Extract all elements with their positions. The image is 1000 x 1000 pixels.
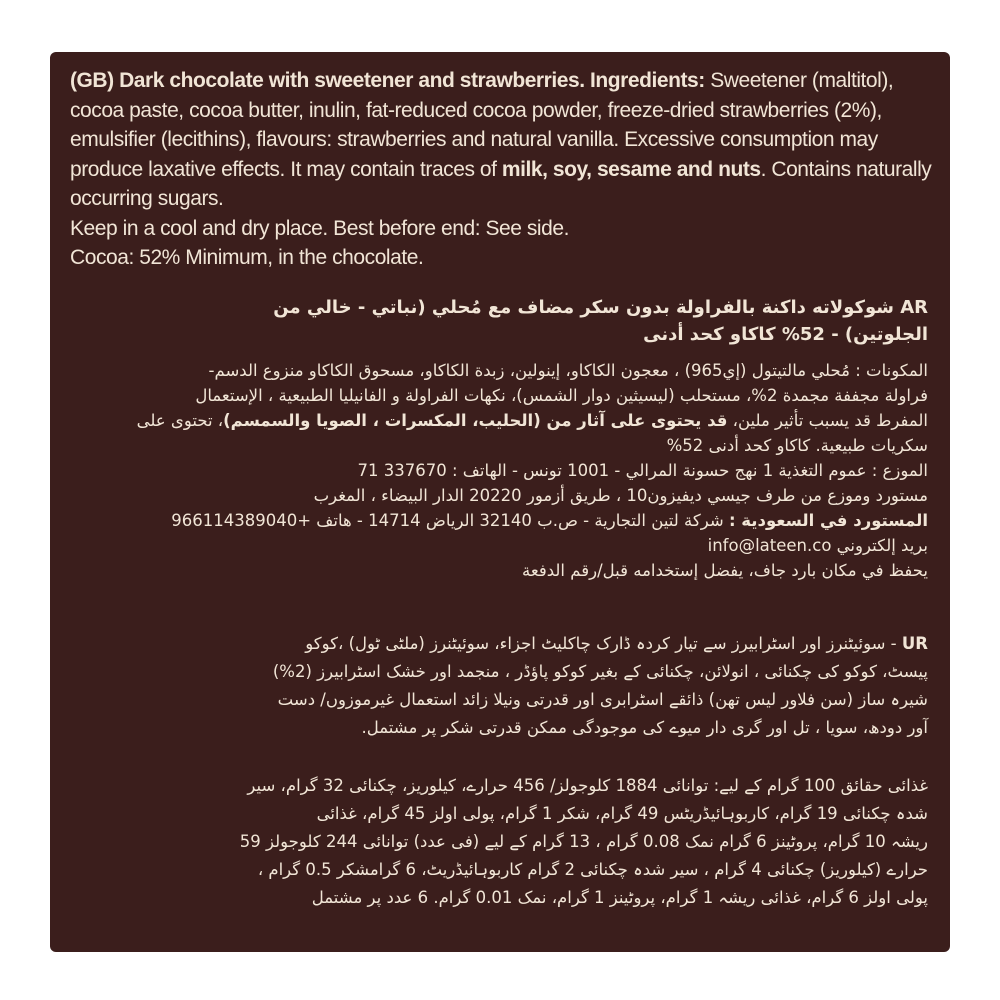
arabic-allergens: قد يحتوى على آثار من (الحليب، المكسرات ، الصويا والسمسم) (223, 411, 728, 430)
urdu-line: آور دودھ، سویا ، تل اور گری دار میوے کی موجودگی ممکن قدرتی شکر پر مشتمل. (361, 718, 928, 737)
storage-instructions: Keep in a cool and dry place. Best before end: See side. (70, 216, 569, 240)
cocoa-content: Cocoa: 52% Minimum, in the chocolate. (70, 246, 424, 269)
arabic-email: بريد إلكتروني info@lateen.co (707, 536, 928, 555)
arabic-importer-morocco: مستورد وموزع من طرف جيسي ديفيزون10 ، طريق أزمور 20220 الدار البيضاء ، المغرب (313, 486, 928, 505)
urdu-nutrition-section (68, 772, 928, 912)
language-code-gb: (GB) (70, 69, 114, 92)
arabic-allergens-line (68, 408, 928, 433)
urdu-ingredients-section (68, 630, 928, 742)
arabic-importer-details: شركة لتين التجارية - ص.ب 32140 الرياض 14714 - هاتف +966114389040 (171, 511, 729, 530)
arabic-text: ، تحتوى على (136, 411, 224, 430)
arabic-section (68, 358, 928, 583)
chocolate-label-panel (50, 52, 950, 952)
ingredients-label: Ingredients: (590, 69, 705, 92)
urdu-nutrition-line: پولی اولز 6 گرام، غذائی ریشہ 1 گرام، پروٹینز 1 گرام، نمک 0.01 گرام. 6 عدد پر مشتمل (311, 888, 928, 907)
urdu-nutrition-line: غذائی حقائق 100 گرام کے لیے: توانائی 1884 کلوجولز/ 456 حرارے، کیلوریز، چکنائی 32 گرام، سیر (247, 776, 928, 795)
arabic-importer-saudi (68, 508, 928, 533)
arabic-distributor: الموزع : عموم التغذية 1 نهج حسونة المرالي - 1001 تونس - الهاتف : 337670 71 (357, 461, 928, 480)
arabic-ingredients-line: فراولة مجففة مجمدة 2%، مستحلب (ليسيثين دوار الشمس)، نكهات الفراولة و الفانيليا الطبيعية ، الإستعمال (195, 386, 928, 405)
urdu-nutrition-line: حرارے (کیلوریز) چکنائی 4 گرام ، سیر شدہ چکنائی 2 گرام کاربوہائیڈریٹ، 6 گرامشکر 0.5 گرام ، (257, 860, 928, 879)
urdu-nutrition-line: ریشہ 10 گرام، پروٹینز 6 گرام نمک 0.08 گرام ، 13 گرام کے لیے (فی عدد) توانائی 244 کلوجولز 59 (239, 832, 928, 851)
allergens-text: milk, soy, sesame and nuts (501, 157, 761, 181)
arabic-importer-label: المستورد في السعودية : (728, 511, 928, 530)
arabic-text: المفرط قد يسبب تأثير ملين، (727, 411, 928, 430)
ingredients-text: Sweetener (maltitol), cocoa paste, cocoa butter, inulin, fat-reduced cocoa powder, freeze-dried strawberries (2%), emulsifier (lecithins), flavours: strawberries and natural vanilla. Excessive consumption may produce laxative effects. It may contain traces of (70, 69, 894, 181)
sugars-note: . Contains naturally occurring sugars. (70, 157, 932, 210)
product-name: Dark chocolate with sweetener and strawberries. (119, 69, 585, 92)
urdu-line: پیسٹ، کوکو کی چکنائی ، انولائن، چکنائی کے بغیر کوکو پاؤڈر ، منجمد اور خشک اسٹرابیرز (2%) (272, 662, 928, 681)
arabic-ingredients-line: المكونات : مُحلي مالتيتول (إي965) ، معجون الكاكاو، إينولين، زبدة الكاكاو، مسحوق الكاكاو منزوع الدسم- (208, 361, 928, 380)
arabic-ingredients-line: سكريات طبيعية. كاكاو كحد أدنى 52% (666, 436, 928, 455)
urdu-text: - سوئیٹنرز اور اسٹرابیرز سے تیار کردہ ڈارک چاکلیٹ اجزاء، سوئیٹنرز (ملٹی ٹول) ،کوکو (305, 634, 902, 653)
arabic-storage: يحفظ في مكان بارد جاف، يفضل إستخدامه قبل/رقم الدفعة (522, 561, 928, 580)
english-section (70, 66, 932, 273)
urdu-line (68, 630, 928, 658)
arabic-heading-line: الجلوتين) - 52% كاكاو كحد أدنى (643, 324, 928, 345)
arabic-heading-line: AR شوكولاته داكنة بالفراولة بدون سكر مضاف مع مُحلي (نباتي - خالي من (273, 297, 928, 318)
urdu-nutrition-line: شدہ چکنائی 19 گرام، کاربوہائیڈریٹس 49 گرام، شکر 1 گرام، پولی اولز 45 گرام، غذائی (316, 804, 928, 823)
urdu-line: شیرہ ساز (سن فلاور لیس تھن) ذائقے اسٹرابری اور قدرتی ونیلا زائد استعمال غیرموزوں/ دست (277, 690, 928, 709)
english-ingredients-paragraph (70, 66, 932, 214)
language-code-ur: UR (901, 634, 928, 653)
arabic-heading (68, 294, 928, 348)
